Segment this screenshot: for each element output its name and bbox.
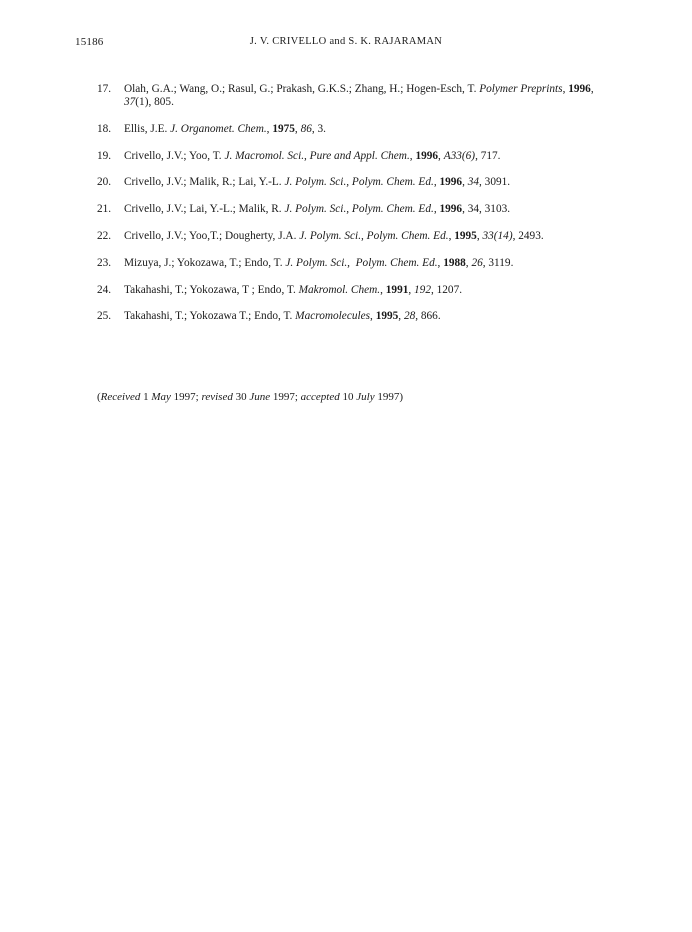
reference-text-run: 1996	[439, 176, 463, 189]
reference-text-run: , 1207.	[430, 283, 463, 296]
reference-text	[124, 123, 614, 136]
reference-text-run: 1988	[443, 256, 466, 269]
reference-text-run: 26	[471, 256, 483, 269]
received-note-run: Received	[100, 391, 141, 403]
reference-list	[0, 83, 692, 337]
reference-text-run: (1), 805.	[135, 96, 174, 108]
reference-text-run: 1996	[415, 149, 439, 162]
reference-text-run: ,	[562, 83, 569, 95]
reference-text-run: 1991	[385, 283, 409, 296]
reference-number: 19.	[97, 149, 112, 162]
reference-text-run: 1996	[439, 203, 463, 216]
reference-item	[0, 257, 692, 270]
reference-text-run: Mizuya, J.; Yokozawa, T.; Endo, T.	[124, 256, 286, 269]
received-note-run: May	[151, 391, 171, 403]
reference-text-run: ,	[408, 283, 415, 296]
page-number: 15186	[75, 36, 104, 48]
reference-text-run: , 3.	[311, 122, 326, 135]
received-note	[97, 391, 403, 403]
received-note-run: 1	[140, 391, 152, 403]
reference-text-run: ,	[438, 149, 444, 162]
reference-text-run: Makromol. Chem.	[298, 283, 381, 296]
reference-text-run: Crivello, J.V.; Lai, Y.-L.; Malik, R.	[124, 203, 285, 216]
reference-text-run: 1975	[272, 122, 295, 135]
reference-text-run: ,	[370, 310, 376, 323]
reference-text	[124, 150, 614, 163]
reference-item	[0, 123, 692, 136]
received-note-run: July	[356, 391, 375, 403]
received-note-run: (	[97, 391, 101, 403]
reference-item	[0, 284, 692, 297]
page-header	[0, 36, 692, 52]
reference-text-run: ,	[465, 256, 472, 269]
reference-text-run: 34	[467, 176, 480, 189]
reference-text-run: , 866.	[415, 310, 441, 323]
received-note-run: 1997)	[374, 391, 403, 403]
reference-text-run: ,	[437, 256, 444, 269]
reference-number: 20.	[97, 176, 112, 189]
reference-text	[124, 257, 614, 270]
reference-text-run: 192	[414, 283, 431, 296]
reference-number: 24.	[97, 283, 112, 296]
reference-text-run: , 3119.	[482, 256, 514, 269]
reference-number: 25.	[97, 310, 112, 323]
reference-text-run: J. Polym. Sci., Polym. Chem. Ed.	[299, 229, 449, 242]
reference-text-run: , 34, 3103.	[462, 203, 511, 216]
reference-text-run: Crivello, J.V.; Yoo,T.; Dougherty, J.A.	[124, 229, 300, 242]
reference-text	[124, 284, 614, 297]
received-note-run: 10	[339, 391, 357, 403]
reference-text-run: , 717.	[475, 149, 501, 162]
reference-text-run: 1996	[568, 83, 591, 95]
reference-text-run: ,	[433, 203, 440, 216]
reference-text	[124, 83, 614, 109]
reference-text	[124, 176, 614, 189]
reference-text-run: A33(6)	[443, 149, 476, 162]
reference-text-run: Takahashi, T.; Yokozawa T.; Endo, T.	[124, 310, 296, 323]
reference-text-run: J. Organomet. Chem.	[170, 122, 267, 135]
reference-text-run: Takahashi, T.; Yokozawa, T ; Endo, T.	[124, 283, 299, 296]
reference-item	[0, 150, 692, 163]
reference-text-run: ,	[476, 229, 483, 242]
reference-item	[0, 176, 692, 189]
reference-number: 23.	[97, 256, 112, 269]
reference-text	[124, 310, 614, 323]
reference-text-run: Ellis, J.E.	[124, 122, 171, 135]
received-note-run: accepted	[300, 391, 340, 403]
received-note-run: revised	[201, 391, 233, 403]
reference-item	[0, 310, 692, 323]
reference-text-run: ,	[462, 176, 468, 189]
reference-text-run: Macromolecules	[295, 310, 371, 323]
reference-number: 18.	[97, 122, 112, 135]
reference-number: 17.	[97, 83, 112, 95]
reference-text	[124, 203, 614, 216]
reference-text	[124, 230, 614, 243]
reference-text-run: 33(14)	[482, 229, 513, 242]
received-note-run: 1997;	[270, 391, 301, 403]
reference-text-run: 37	[124, 96, 136, 108]
reference-text-run: 1995	[454, 229, 477, 242]
reference-text-run: J. Polym. Sci., Polym. Chem. Ed.	[284, 176, 434, 189]
reference-text-run: , 3091.	[479, 176, 511, 189]
reference-text-run: ,	[409, 149, 416, 162]
reference-text-run: 28	[403, 310, 416, 323]
reference-text-run: 1995	[375, 310, 399, 323]
reference-text-run: Crivello, J.V.; Yoo, T.	[124, 149, 225, 162]
reference-text-run: Olah, G.A.; Wang, O.; Rasul, G.; Prakash, G.K.S.; Zhang, H.; Hogen-Esch, T.	[124, 83, 480, 95]
reference-item	[0, 203, 692, 216]
running-head: J. V. CRIVELLO and S. K. RAJARAMAN	[249, 36, 443, 47]
reference-text-run: J. Macromol. Sci., Pure and Appl. Chem.	[224, 149, 410, 162]
received-note-run: June	[249, 391, 271, 403]
reference-text-run: ,	[266, 122, 273, 135]
reference-text-run: ,	[590, 83, 597, 95]
reference-text-run: Polymer Preprints	[479, 83, 563, 95]
reference-text-run: Crivello, J.V.; Malik, R.; Lai, Y.-L.	[124, 176, 285, 189]
reference-text-run: ,	[294, 122, 301, 135]
received-note-run: 1997;	[170, 391, 202, 403]
reference-text-run: ,	[433, 176, 440, 189]
reference-text-run: ,	[380, 283, 386, 296]
reference-text-run: ,	[448, 229, 455, 242]
reference-text-run: J. Polym. Sci., Polym. Chem. Ed.	[284, 203, 434, 216]
reference-text-run: ,	[398, 310, 404, 323]
reference-number: 21.	[97, 203, 112, 216]
reference-text-run: J. Polym. Sci., Polym. Chem. Ed.	[285, 256, 438, 269]
reference-text-run: , 2493.	[512, 229, 544, 242]
reference-text-run: 86	[300, 122, 312, 135]
received-note-run: 30	[232, 391, 250, 403]
reference-number: 22.	[97, 229, 112, 242]
reference-item	[0, 83, 692, 109]
reference-item	[0, 230, 692, 243]
